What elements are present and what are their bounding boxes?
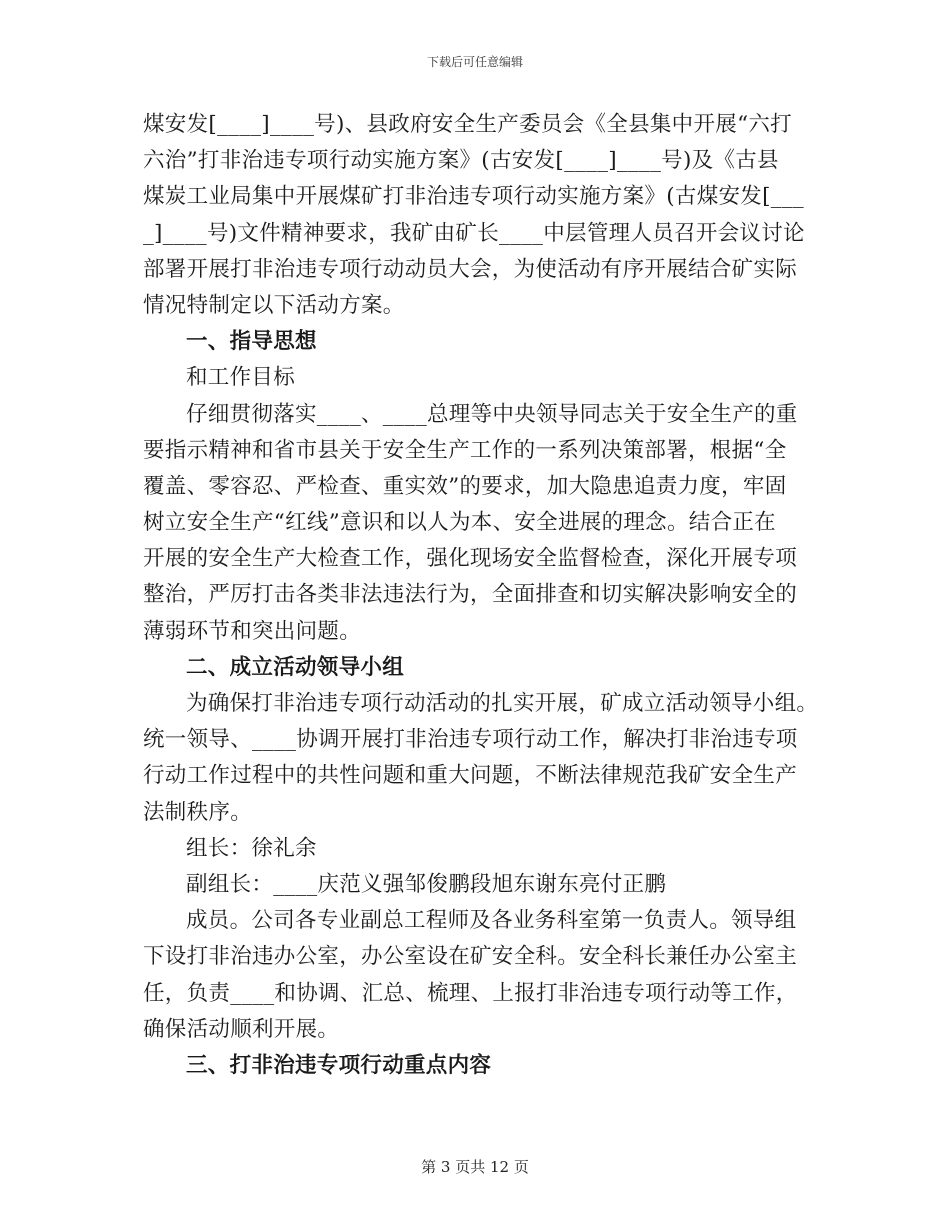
group-deputy: 副组长：____庆范义强邹俊鹏段旭东谢东亮付正鹏: [186, 871, 667, 897]
section-heading: 二、成立活动领导小组: [186, 654, 405, 680]
paragraph-line: 覆盖、零容忍、严检查、重实效”的要求，加大隐患追责力度，牢固: [143, 473, 787, 499]
paragraph-line: 为确保打非治违专项行动活动的扎实开展，矿成立活动领导小组。: [186, 691, 819, 716]
paragraph-line: 确保活动顺利开展。: [143, 1016, 340, 1042]
paragraph-line: 树立安全生产“红线”意识和以人为本、安全进展的理念。结合正在: [143, 510, 776, 536]
intro-line: 煤炭工业局集中开展煤矿打非治违专项行动实施方案》(古煤安发[___: [143, 184, 804, 210]
paragraph-line: 行动工作过程中的共性问题和重大问题，不断法律规范我矿安全生产: [143, 763, 798, 789]
paragraph-line: 开展的安全生产大检查工作，强化现场安全监督检查，深化开展专项: [143, 546, 798, 572]
section-subheading: 和工作目标: [186, 365, 296, 391]
intro-line: _]____号)文件精神要求，我矿由矿长____中层管理人员召开会议讨论: [143, 220, 805, 246]
intro-line: 煤安发[____]____号)、县政府安全生产委员会《全县集中开展“六打: [143, 112, 792, 137]
intro-line: 部署开展打非治违专项行动动员大会，为使活动有序开展结合矿实际: [143, 256, 798, 282]
document-body: [143, 107, 819, 1084]
paragraph-line: 薄弱环节和突出问题。: [143, 618, 362, 644]
paragraph-line: 整治，严厉打击各类非法违法行为，全面排查和切实解决影响安全的: [143, 582, 798, 608]
paragraph-line: 要指示精神和省市县关于安全生产工作的一系列决策部署，根据“全: [143, 437, 787, 463]
paragraph-line: 任，负责____和协调、汇总、梳理、上报打非治违专项行动等工作，: [143, 980, 798, 1006]
intro-line: 六治”打非治违专项行动实施方案》(古安发[____]____号)及《古县: [143, 148, 779, 174]
page-header: 下载后可任意编辑: [426, 55, 523, 69]
group-leader: 组长：徐礼余: [186, 835, 317, 861]
paragraph-line: 下设打非治违办公室，办公室设在矿安全科。安全科长兼任办公室主: [143, 944, 798, 970]
paragraph-line: 仔细贯彻落实____、____总理等中央领导同志关于安全生产的重: [186, 401, 798, 427]
paragraph-line: 成员。公司各专业副总工程师及各业务科室第一负责人。领导组: [186, 908, 797, 934]
paragraph-line: 法制秩序。: [143, 799, 253, 825]
page-footer: 第 3 页共 12 页: [421, 1158, 529, 1176]
section-heading: 一、指导思想: [186, 329, 317, 355]
intro-line: 情况特制定以下活动方案。: [143, 292, 405, 318]
paragraph-line: 统一领导、____协调开展打非治违专项行动工作，解决打非治违专项: [143, 727, 798, 753]
section-heading: 三、打非治违专项行动重点内容: [186, 1052, 492, 1078]
